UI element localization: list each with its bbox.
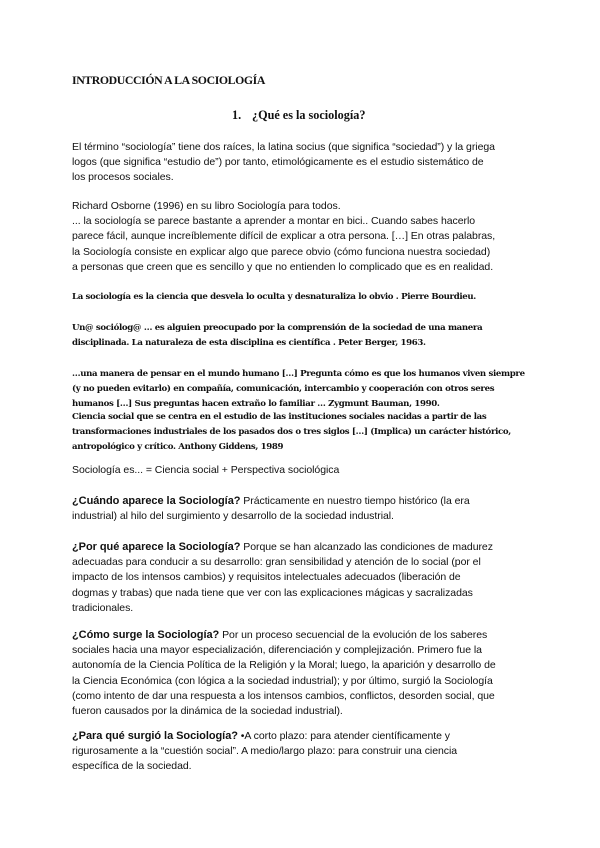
text-line: fueron causados por la dinámica de la sociedad industrial). — [72, 705, 343, 718]
text-line: logos (que significa “estudio de”) por tanto, etimológicamente es el estudio sistemático de — [72, 156, 484, 169]
text-line: la Sociología consiste en explicar algo que parece obvio (cómo funciona nuestra sociedad) — [72, 245, 491, 258]
quote-berger — [72, 321, 530, 351]
text-line: impacto de los intensos cambios) y requisitos intelectuales adecuados (liberación de — [72, 571, 461, 584]
quote-line: La sociología es la ciencia que desvela lo oculta y desnaturaliza lo obvio . Pierre Bourdieu. — [72, 292, 476, 302]
qa-question: ¿Para qué surgió la Sociología? — [72, 730, 238, 742]
qa-answer-start: Por un proceso secuencial de la evolución de los saberes — [219, 629, 488, 641]
quote-giddens — [72, 410, 530, 455]
section-title: ¿Qué es la sociología? — [252, 108, 366, 122]
text-line: tradicionales. — [72, 601, 134, 614]
quote-bourdieu — [72, 290, 530, 305]
qa-answer-start: Porque se han alcanzado las condiciones de madurez — [240, 541, 493, 553]
quote-line: Un@ sociólog@ … es alguien preocupado por la comprensión de la sociedad de una manera — [72, 323, 483, 333]
qa-answer-start: Prácticamente en nuestro tiempo histórico (la era — [240, 495, 470, 507]
qa-como — [72, 628, 530, 719]
quote-line: humanos […] Sus preguntas hacen extraño lo familiar … Zygmunt Bauman, 1990. — [72, 399, 440, 409]
qa-cuando — [72, 494, 530, 524]
document-title: INTRODUCCIÓN A LA SOCIOLOGÍA — [72, 73, 265, 87]
qa-first-line — [72, 729, 530, 744]
text-line: adecuadas para conducir a su desarrollo: gran sensibilidad y atención de lo social (por el — [72, 556, 481, 569]
text-line: rigurosamente a la “cuestión social”. A medio/largo plazo: para construir una ciencia — [72, 745, 458, 758]
text-line: la Ciencia Económica (con lógica a la sociedad industrial); y por último, surgió la Sociología — [72, 674, 493, 687]
text-line: específica de la sociedad. — [72, 760, 192, 773]
qa-por-que — [72, 540, 530, 616]
qa-first-line — [72, 540, 530, 555]
equation: Sociología es... = Ciencia social + Perspectiva sociológica — [72, 464, 340, 476]
text-line: autonomía de la Ciencia Política de la Religión y la Moral; luego, la aparición y desarrollo de — [72, 659, 496, 672]
text-line: parece fácil, aunque increíblemente difícil de explicar a otra persona. […] En otras palabras, — [72, 230, 496, 243]
text-line: industrial) al hilo del surgimiento y desarrollo de la sociedad industrial. — [72, 510, 394, 523]
text-line: a personas que creen que es sencillo y que no entienden lo complicado que es en realidad. — [72, 260, 494, 273]
quote-line: disciplinada. La naturaleza de esta disciplina es científica . Peter Berger, 1963. — [72, 338, 426, 348]
intro-paragraph — [72, 140, 530, 186]
text-line: dogmas y trabas) que nada tiene que ver con las explicaciones mágicas y sacralizadas — [72, 586, 473, 599]
text-line: El término “sociología” tiene dos raíces, la latina socius (que significa “sociedad”) y la griega — [72, 141, 495, 153]
text-line: sociales hacia una mayor especialización, diferenciación y complejización. Primero fue la — [72, 644, 482, 657]
quote-line: …una manera de pensar en el mundo humano […] Pregunta cómo es que los humanos viven siempre — [72, 369, 525, 379]
text-line: (como intento de dar una respuesta a los intensos cambios, conflictos, desorden social, que — [72, 689, 495, 702]
text-line: Richard Osborne (1996) en su libro Sociología para todos. — [72, 200, 341, 212]
qa-answer-start: •A corto plazo: para atender científicamente y — [237, 730, 450, 742]
osborne-paragraph — [72, 199, 530, 275]
quote-bauman — [72, 367, 530, 412]
section-number: 1. — [232, 108, 242, 122]
quote-line: Ciencia social que se centra en el estudio de las instituciones sociales nacidas a partir de las — [72, 412, 487, 422]
qa-question: ¿Por qué aparece la Sociología? — [72, 541, 241, 553]
quote-line: transformaciones industriales de los pasados dos o tres siglos […] (Implica) un carácter histórico, — [72, 427, 511, 437]
qa-first-line — [72, 494, 530, 509]
section-heading — [232, 108, 532, 123]
qa-para-que — [72, 729, 530, 775]
text-line: los procesos sociales. — [72, 171, 174, 184]
qa-question: ¿Cómo surge la Sociología? — [72, 629, 220, 641]
text-line: ... la sociología se parece bastante a aprender a montar en bici.. Cuando sabes hacerlo — [72, 215, 476, 228]
qa-question: ¿Cuándo aparece la Sociología? — [72, 495, 241, 507]
quote-line: (y no pueden evitarlo) en compañía, comunicación, intercambio y cooperación con otros seres — [72, 384, 495, 394]
qa-first-line — [72, 628, 530, 643]
quote-line: antropológico y crítico. Anthony Giddens, 1989 — [72, 442, 284, 452]
